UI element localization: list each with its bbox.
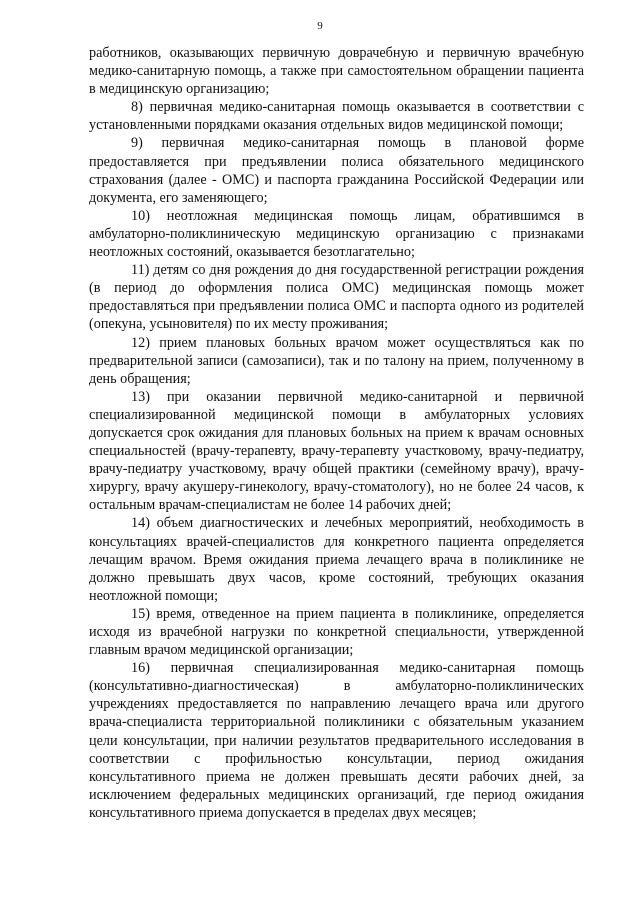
page-number: 9 [317, 20, 323, 32]
paragraph-item-15: 15) время, отведенное на прием пациента в поликлинике, определяется исходя из врачебной нагрузки по конкретной специальности, утвержденной главным врачом медицинской организации; [89, 605, 584, 659]
paragraph-item-11: 11) детям со дня рождения до дня государственной регистрации рождения (в период до оформления полиса ОМС) медицинская помощь может предоставляться при предъявлении полиса ОМС и паспорта одного из родителей (опекуна, усыновителя) по их месту проживания; [89, 262, 584, 333]
document-body [89, 44, 584, 822]
paragraph-item-13: 13) при оказании первичной медико-санитарной и первичной специализированной медицинской помощи в амбулаторных условиях допускается срок ожидания для плановых больных на прием к врачам основных специальностей (врачу-терапевту, врачу-терапевту участковому, врачу-педиатру, врачу-педиатру участковому, врачу общей практики (семейному врачу), врачу-хирургу, врачу акушеру-гинекологу, врачу-стоматологу), но не более 24 часов, к остальным врачам-специалистам не более 14 рабочих дней; [89, 388, 584, 514]
paragraph-item-8: 8) первичная медико-санитарная помощь оказывается в соответствии с установленными порядками оказания отдельных видов медицинской помощи; [89, 99, 584, 134]
paragraph-item-16: 16) первичная специализированная медико-санитарная помощь (консультативно-диагностическая) в амбулаторно-поликлинических учреждениях предоставляется по направлению лечащего врача или другого врача-специалиста территориальной поликлиники с обязательным указанием цели консультации, при наличии результатов предварительного исследования в соответствии с профильностью консультации, период ожидания консультативного приема не должен превышать десяти рабочих дней, за исключением федеральных медицинских организаций, где период ожидания консультативного приема допускается в пределах двух месяцев; [89, 660, 584, 821]
paragraph-continuation: работников, оказывающих первичную доврачебную и первичную врачебную медико-санитарную помощь, а также при самостоятельном обращении пациента в медицинскую организацию; [89, 45, 584, 98]
paragraph-item-9: 9) первичная медико-санитарная помощь в плановой форме предоставляется при предъявлении полиса обязательного медицинского страхования (далее - ОМС) и паспорта гражданина Российской Федерации или документа, его заменяющего; [89, 135, 584, 206]
paragraph-item-10: 10) неотложная медицинская помощь лицам, обратившимся в амбулаторно-поликлиническую медицинскую организацию с признаками неотложных состояний, оказывается безотлагательно; [89, 207, 584, 261]
paragraph-item-12: 12) прием плановых больных врачом может осуществляться как по предварительной записи (самозаписи), так и по талону на прием, полученному в день обращения; [89, 334, 584, 387]
paragraph-item-14: 14) объем диагностических и лечебных мероприятий, необходимость в консультациях врачей-специалистов для конкретного пациента определяется лечащим врачом. Время ожидания приема лечащего врача в поликлинике не должно превышать двух часов, кроме состояний, требующих оказания неотложной помощи; [89, 515, 584, 604]
